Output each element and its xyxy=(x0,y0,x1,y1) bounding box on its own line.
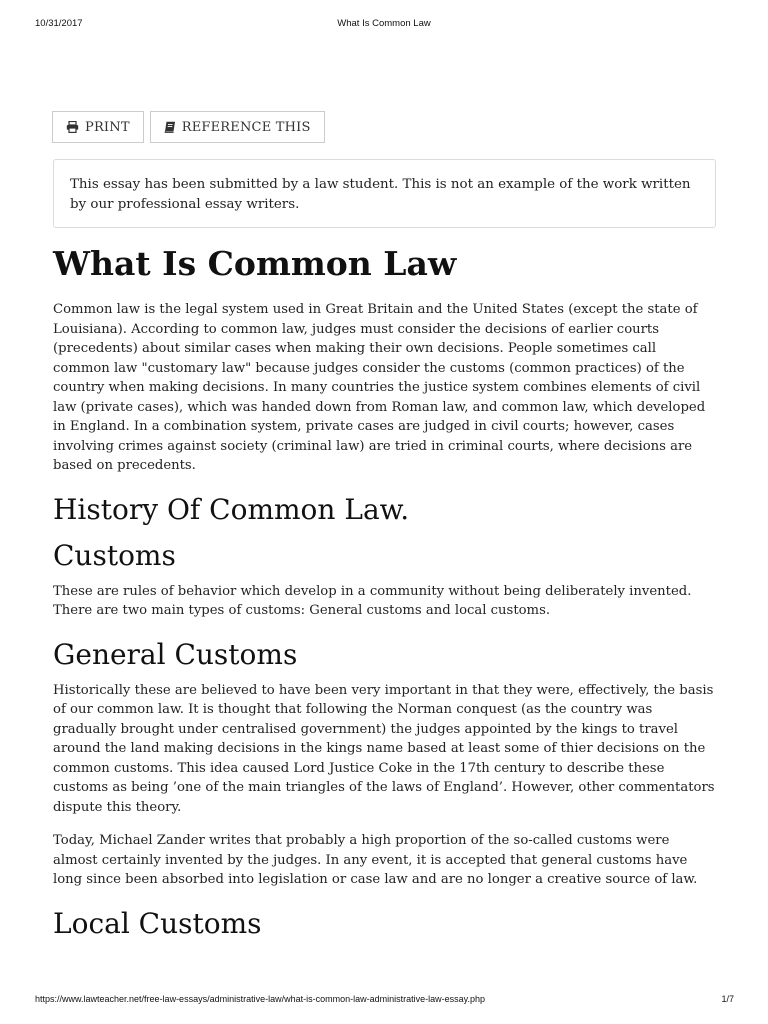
student-essay-notice xyxy=(53,159,716,228)
page-number: 1/7 xyxy=(721,994,734,1004)
print-url: https://www.lawteacher.net/free-law-essays/administrative-law/what-is-common-law-administrative-law-essay.php xyxy=(35,994,485,1004)
general-customs-heading: General Customs xyxy=(53,637,298,671)
print-page-title: What Is Common Law xyxy=(337,18,431,29)
customs-heading: Customs xyxy=(53,538,176,572)
print-date: 10/31/2017 xyxy=(35,18,83,29)
article-title: What Is Common Law xyxy=(53,244,457,283)
general-customs-paragraph-1: Historically these are believed to have been very important in that they were, effectively, the basis of our common law. It is thought that following the Norman conquest (as the country was gradually brought under centralised government) the judges appointed by the kings to travel around the land making decisions in the kings name based at least some of thier decisions on the common customs. This idea caused Lord Justice Coke in the 17th century to describe these customs as being ’one of the main triangles of the laws of England’. However, other commentators dispute this theory. xyxy=(53,682,715,815)
history-heading: History Of Common Law. xyxy=(53,492,410,526)
article-toolbar xyxy=(52,111,325,143)
notice-text: This essay has been submitted by a law student. This is not an example of the work written by our professional essay writers. xyxy=(70,177,691,212)
reference-this-button-label: REFERENCE THIS xyxy=(181,119,311,135)
intro-paragraph: Common law is the legal system used in Great Britain and the United States (except the state of Louisiana). According to common law, judges must consider the decisions of earlier courts (precedents) about similar cases when making their own decisions. People sometimes call common law "customary law" because judges consider the customs (common practices) of the country when making decisions. In many countries the justice system combines elements of civil law (private cases), which was handed down from Roman law, and common law, which developed in England. In a combination system, private cases are judged in civil courts; however, cases involving crimes against society (criminal law) are tried in criminal courts, where decisions are based on precedents. xyxy=(53,302,706,473)
reference-this-button[interactable] xyxy=(150,111,325,143)
print-header xyxy=(0,18,768,32)
local-customs-heading: Local Customs xyxy=(53,906,262,940)
customs-paragraph: These are rules of behavior which develop in a community without being deliberately invented. There are two main types of customs: General customs and local customs. xyxy=(53,583,692,618)
general-customs-paragraph-2: Today, Michael Zander writes that probably a high proportion of the so-called customs were almost certainly invented by the judges. In any event, it is accepted that general customs have long since been absorbed into legislation or case law and are no longer a creative source of law. xyxy=(53,833,698,887)
book-icon xyxy=(164,121,176,133)
print-button[interactable] xyxy=(52,111,144,143)
print-footer xyxy=(0,994,768,1008)
article-content xyxy=(53,242,717,950)
print-button-label: PRINT xyxy=(85,119,130,135)
printer-icon xyxy=(66,121,79,133)
